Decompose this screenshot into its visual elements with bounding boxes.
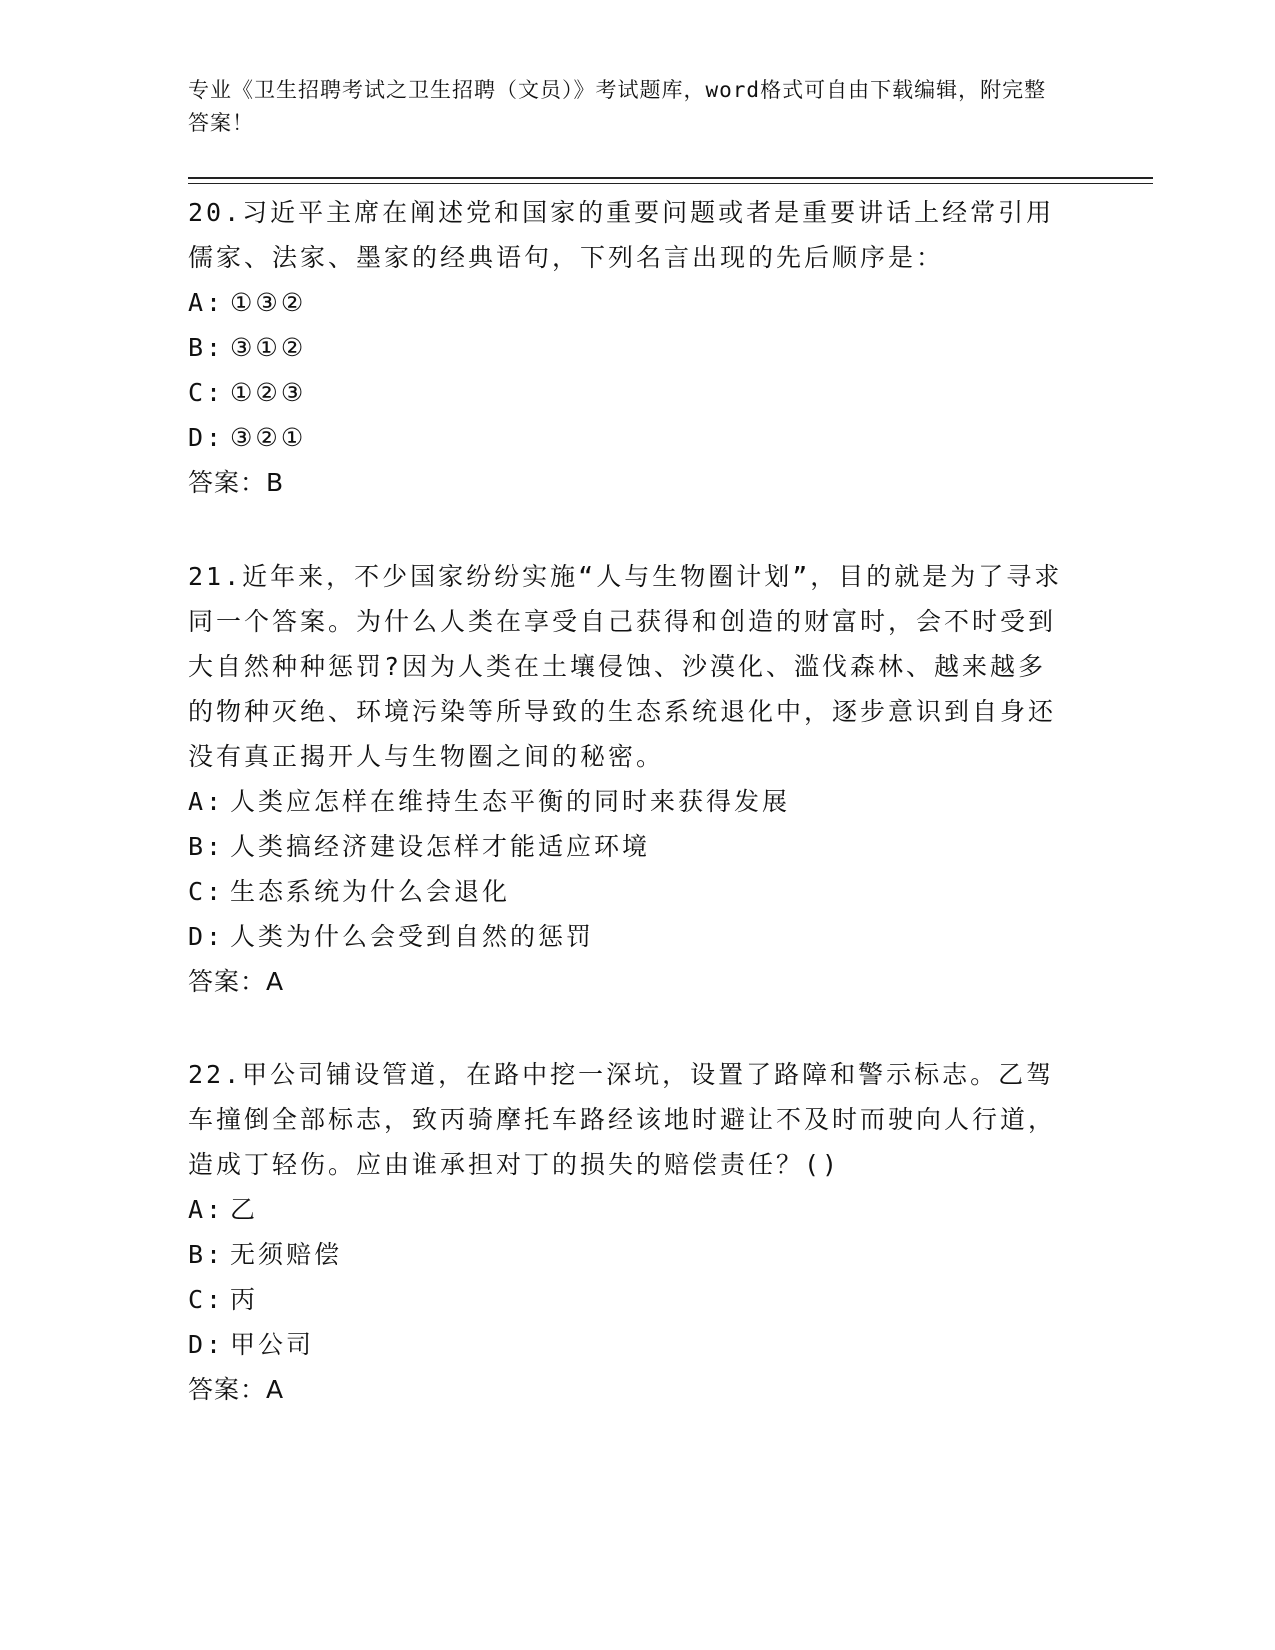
option-letter: D: [188,1330,225,1359]
option-text: ①②③ [230,378,307,407]
option-text: 无须赔偿 [230,1240,343,1269]
option-b [188,325,1068,370]
option-c [188,869,1068,914]
option-c [188,1277,1068,1322]
option-text: ①③② [230,288,307,317]
option-letter: C: [188,877,225,906]
question-20 [188,190,1068,505]
answer-line: 答案：B [188,468,285,497]
option-text: 人类搞经济建设怎样才能适应环境 [230,832,651,861]
option-a [188,1187,1068,1232]
header-divider-thin [188,183,1153,184]
option-letter: C: [188,378,225,407]
question-stem: 21.近年来，不少国家纷纷实施“人与生物圈计划”，目的就是为了寻求同一个答案。为什么人类在享受自己获得和创造的财富时，会不时受到大自然种种惩罚?因为人类在土壤侵蚀、沙漠化、滥伐森林、越来越多的物种灭绝、环境污染等所导致的生态系统退化中，逐步意识到自身还没有真正揭开人与生物圈之间的秘密。 [188,562,1063,771]
option-d [188,914,1068,959]
question-22 [188,1052,1068,1412]
option-letter: B: [188,1240,225,1269]
option-a [188,779,1068,824]
question-stem: 22.甲公司铺设管道，在路中挖一深坑，设置了路障和警示标志。乙驾车撞倒全部标志，致丙骑摩托车路经该地时避让不及时而驶向人行道，造成丁轻伤。应由谁承担对丁的损失的赔偿责任？() [188,1060,1057,1179]
option-letter: D: [188,922,225,951]
option-letter: B: [188,333,225,362]
option-b [188,1232,1068,1277]
question-stem: 20.习近平主席在阐述党和国家的重要问题或者是重要讲话上经常引用儒家、法家、墨家的经典语句，下列名言出现的先后顺序是： [188,198,1055,272]
header-divider-thick [188,177,1153,179]
option-text: 甲公司 [230,1330,315,1359]
option-text: ③①② [230,333,307,362]
option-text: 生态系统为什么会退化 [230,877,511,906]
option-text: 人类应怎样在维持生态平衡的同时来获得发展 [230,787,791,816]
option-c [188,370,1068,415]
answer-line: 答案：A [188,1375,285,1404]
question-21 [188,554,1068,1004]
option-text: 乙 [230,1195,259,1224]
option-letter: D: [188,423,225,452]
option-d [188,1322,1068,1367]
option-a [188,280,1068,325]
option-text: ③②① [230,423,307,452]
option-b [188,824,1068,869]
option-letter: B: [188,832,225,861]
option-letter: A: [188,787,225,816]
option-d [188,415,1068,460]
option-letter: A: [188,288,225,317]
document-header: 专业《卫生招聘考试之卫生招聘（文员）》考试题库，word格式可自由下载编辑，附完整答案！ [188,78,1047,135]
answer-line: 答案：A [188,967,285,996]
option-letter: C: [188,1285,225,1314]
option-text: 丙 [230,1285,259,1314]
option-letter: A: [188,1195,225,1224]
option-text: 人类为什么会受到自然的惩罚 [230,922,595,951]
